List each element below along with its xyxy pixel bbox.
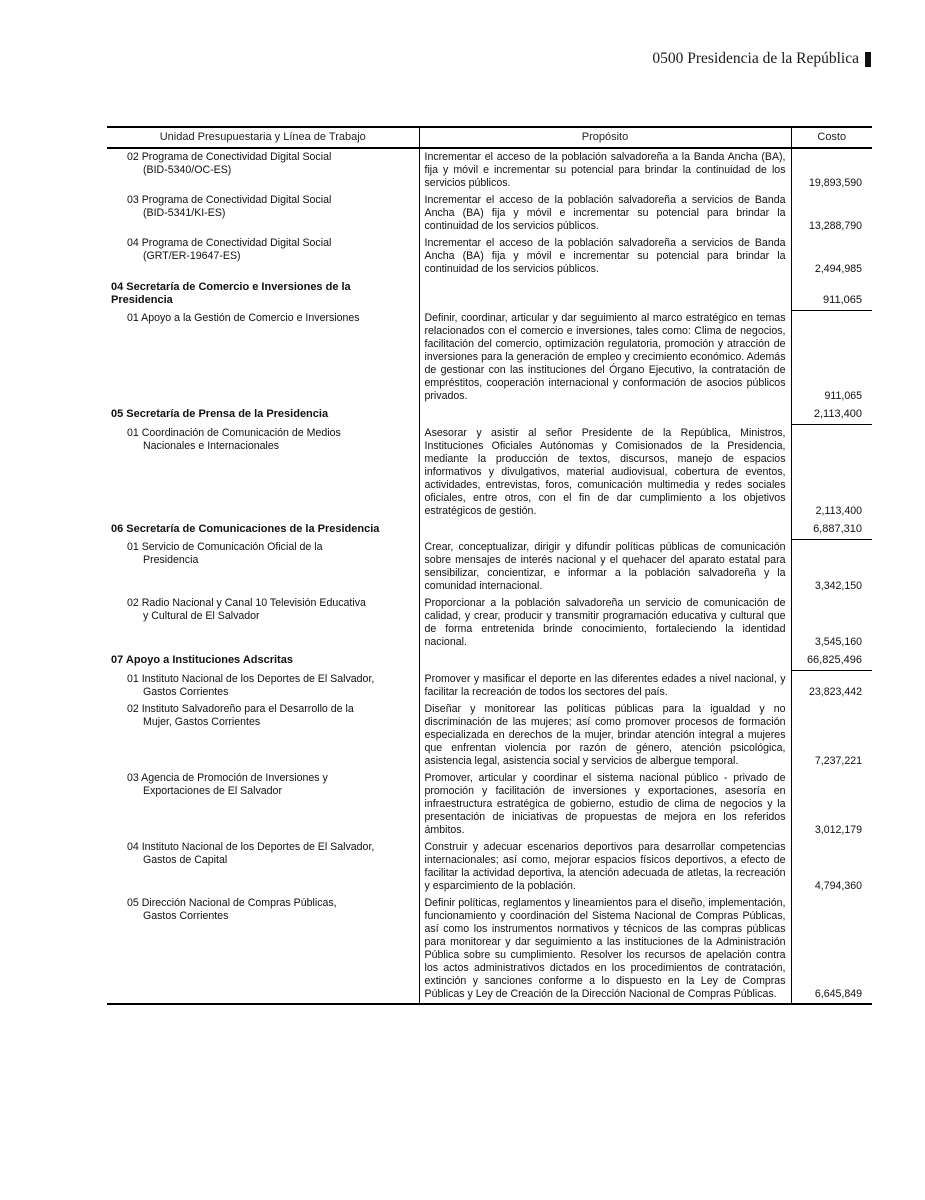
work-line-row (107, 425, 872, 520)
purpose-cell: Incrementar el acceso de la población salvadoreña a servicios de Banda Ancha (BA) fija y móvil e incrementar su potencial para brindar la continuidad de los servicios públicos. (419, 235, 791, 278)
work-line-label (107, 192, 419, 235)
column-header-purpose: Propósito (419, 127, 791, 148)
label-subtext: (BID-5340/OC-ES) (143, 164, 232, 176)
label-text: 07 Apoyo a Instituciones Adscritas (111, 654, 293, 666)
table-header-row (107, 127, 872, 148)
cost-cell: 6,645,849 (791, 895, 872, 1004)
purpose-cell: Definir, coordinar, articular y dar seguimiento al marco estratégico en temas relacionados con el comercio e inversiones, tales como: Clima de negocios, facilitación del comercio, optimización regulatoria, promoción y atracción de inversiones para la generación de empleo y crecimiento económico. Además de gestionar con las instituciones del Órgano Ejecutivo, la contratación de empréstitos, cooperación internacional y conformación de asocios públicos privados. (419, 310, 791, 405)
budget-table (107, 126, 872, 1005)
work-line-label (107, 148, 419, 192)
budget-unit-label (107, 520, 419, 540)
label-subtext: Gastos Corrientes (143, 909, 229, 922)
label-text: 05 Dirección Nacional de Compras Públicas, (127, 896, 337, 909)
purpose-cell (419, 405, 791, 425)
cost-cell: 3,012,179 (814, 823, 862, 836)
purpose-cell: Incrementar el acceso de la población salvadoreña a servicios de Banda Ancha (BA) fija y móvil e incrementar su potencial para brindar la continuidad de los servicios públicos. (419, 192, 791, 235)
purpose-cell: Promover y masificar el deporte en las diferentes edades a nivel nacional, y facilitar la recreación de todos los sectores del país. (419, 671, 791, 701)
purpose-cell: Construir y adecuar escenarios deportivos para desarrollar competencias internacionales; así como, mejorar espacios físicos deportivos, a efecto de facilitar la actividad deportiva, la atención adecuada de atletas, la recreación y esparcimiento de la población. (419, 839, 791, 895)
work-line-label (107, 595, 419, 651)
label-text: 01 Apoyo a la Gestión de Comercio e Inversiones (127, 312, 360, 324)
label-text: 01 Coordinación de Comunicación de Medios (127, 426, 341, 439)
purpose-cell: Promover, articular y coordinar el sistema nacional público - privado de promoción y facilitación de inversiones y exportaciones, asesoría en infraestructura estratégica de gobierno, estudio de clima de negocios y la presentación de iniciativas de propuestas de mejora en los referidos ámbitos. (419, 770, 791, 839)
budget-unit-row (107, 405, 872, 425)
work-line-label (107, 895, 419, 1004)
work-line-label (107, 671, 419, 701)
cost-cell: 911,065 (791, 278, 872, 310)
label-subtext: Presidencia (143, 554, 199, 566)
work-line-row (107, 839, 872, 895)
label-text: 03 Programa de Conectividad Digital Social (127, 194, 332, 206)
label-text: 04 Secretaría de Comercio e Inversiones de la Presidencia (111, 281, 351, 306)
work-line-label (107, 425, 419, 520)
cost-cell: 19,893,590 (808, 177, 862, 189)
purpose-cell: Crear, conceptualizar, dirigir y difundir políticas públicas de comunicación sobre mensajes de interés nacional y el quehacer del aparato estatal para sensibilizar, concientizar, e informar a la población salvadoreña y la comunidad internacional. (419, 539, 791, 595)
purpose-cell (419, 651, 791, 671)
cost-cell: 13,288,790 (808, 220, 862, 232)
cost-cell: 23,823,442 (808, 685, 862, 698)
header-mark (865, 52, 871, 67)
label-subtext: y Cultural de El Salvador (143, 610, 260, 622)
cost-cell: 2,113,400 (791, 405, 872, 425)
purpose-cell: Diseñar y monitorear las políticas públicas para la igualdad y no discriminación de las mujeres; así como promover procesos de formación especializada en derechos de la mujer, brindar atención integral a mujeres que enfrentan violencia por razón de género, atención psicológica, asistencia legal, asistencia social y servicios de albergue temporal. (419, 701, 791, 770)
work-line-row (107, 595, 872, 651)
budget-unit-label (107, 278, 419, 310)
work-line-row (107, 671, 872, 701)
cost-cell: 3,342,150 (814, 580, 862, 592)
column-header-unit: Unidad Presupuestaria y Línea de Trabajo (107, 127, 419, 148)
work-line-row (107, 148, 872, 192)
cost-cell: 4,794,360 (814, 879, 862, 892)
label-text: 04 Instituto Nacional de los Deportes de El Salvador, (127, 840, 375, 853)
budget-unit-row (107, 520, 872, 540)
cost-cell: 911,065 (824, 390, 862, 402)
work-line-row (107, 895, 872, 1004)
work-line-label (107, 701, 419, 770)
work-line-row (107, 235, 872, 278)
work-line-label (107, 310, 419, 405)
label-subtext: Gastos de Capital (143, 853, 228, 866)
cost-cell: 6,887,310 (791, 520, 872, 540)
purpose-cell (419, 278, 791, 310)
label-text: 01 Instituto Nacional de los Deportes de El Salvador, (127, 672, 375, 685)
cost-cell: 3,545,160 (814, 636, 862, 648)
label-subtext: Nacionales e Internacionales (143, 439, 280, 452)
work-line-row (107, 701, 872, 770)
work-line-row (107, 770, 872, 839)
label-subtext: Gastos Corrientes (143, 685, 229, 698)
budget-unit-row (107, 278, 872, 310)
cost-cell: 7,237,221 (814, 754, 862, 767)
label-subtext: Exportaciones de El Salvador (143, 784, 282, 797)
work-line-row (107, 310, 872, 405)
purpose-cell (419, 520, 791, 540)
label-text: 02 Radio Nacional y Canal 10 Televisión Educativa (127, 597, 366, 609)
budget-unit-label (107, 651, 419, 671)
label-text: 05 Secretaría de Prensa de la Presidencia (111, 408, 329, 420)
page-header (652, 50, 871, 68)
label-text: 02 Programa de Conectividad Digital Social (127, 151, 332, 163)
work-line-row (107, 192, 872, 235)
work-line-label (107, 235, 419, 278)
cost-cell: 66,825,496 (791, 651, 872, 671)
purpose-cell: Incrementar el acceso de la población salvadoreña a la Banda Ancha (BA), fija y móvil e incrementar su potencial para brindar la continuidad de los servicios públicos. (419, 148, 791, 192)
label-text: 01 Servicio de Comunicación Oficial de la (127, 541, 323, 553)
table-body (107, 148, 872, 1004)
budget-unit-label (107, 405, 419, 425)
budget-unit-row (107, 651, 872, 671)
label-subtext: (BID-5341/KI-ES) (143, 207, 226, 219)
work-line-label (107, 770, 419, 839)
label-text: 06 Secretaría de Comunicaciones de la Presidencia (111, 522, 380, 535)
page-title: 0500 Presidencia de la República (652, 50, 859, 67)
label-text: 02 Instituto Salvadoreño para el Desarrollo de la (127, 702, 354, 715)
column-header-cost: Costo (791, 127, 872, 148)
cost-cell: 2,113,400 (815, 504, 862, 517)
label-subtext: Mujer, Gastos Corrientes (143, 715, 261, 728)
label-text: 03 Agencia de Promoción de Inversiones y (127, 771, 328, 784)
purpose-cell: Asesorar y asistir al señor Presidente de la República, Ministros, Instituciones Oficiales Autónomas y Comisionados de la Presidencia, mediante la producción de textos, discursos, manejo de espacios informativos y divulgativos, material audiovisual, cobertura de eventos, actividades, entrevistas, foros, comunicación multimedia y redes sociales oficiales, entre otros, con el fin de dar cumplimiento a los objetivos estratégicos de gestión. (419, 425, 791, 520)
work-line-label (107, 539, 419, 595)
cost-cell: 2,494,985 (814, 263, 862, 275)
work-line-label (107, 839, 419, 895)
label-subtext: (GRT/ER-19647-ES) (143, 250, 241, 262)
purpose-cell: Proporcionar a la población salvadoreña un servicio de comunicación de calidad, y crear, producir y transmitir programación educativa y cultural que de forma entretenida brinde conocimiento, fortaleciendo la identidad nacional. (419, 595, 791, 651)
purpose-cell: Definir políticas, reglamentos y lineamientos para el diseño, implementación, funcionamiento y coordinación del Sistema Nacional de Compras Públicas, así como los instrumentos normativos y técnicos de las compras públicas para monitorear y dar seguimiento a las instituciones de la Administración Pública sobre su cumplimiento. Resolver los recursos de apelación contra los actos administrativos dictados en los procedimientos de contratación, extinción y sanciones conforme a lo dispuesto en la Ley de Compras Públicas y Ley de Creación de la Dirección Nacional de Compras Públicas. (419, 895, 791, 1004)
work-line-row (107, 539, 872, 595)
label-text: 04 Programa de Conectividad Digital Social (127, 237, 332, 249)
